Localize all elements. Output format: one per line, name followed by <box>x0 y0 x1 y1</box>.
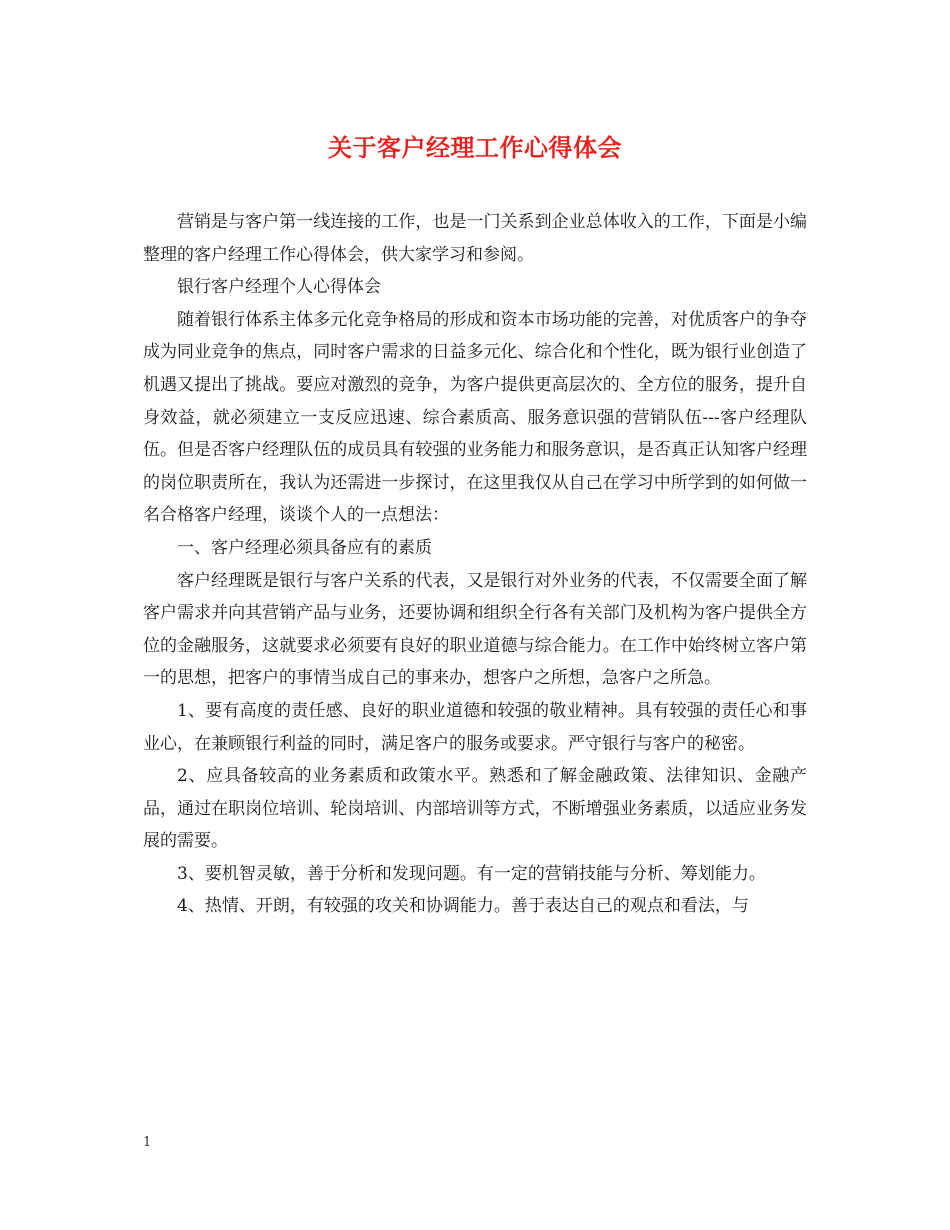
document-body <box>143 206 807 923</box>
list-item-3: 3、要机智灵敏，善于分析和发现问题。有一定的营销技能与分析、筹划能力。 <box>177 863 766 884</box>
section-heading-personal-experience: 银行客户经理个人心得体会 <box>177 277 381 298</box>
document-title: 关于客户经理工作心得体会 <box>328 133 622 162</box>
section-heading-qualities: 一、客户经理必须具备应有的素质 <box>177 537 432 558</box>
list-item-1: 1、要有高度的责任感、良好的职业道德和较强的敬业精神。具有较强的责任心和事业心，在兼顾银行利益的同时，满足客户的服务或要求。严守银行与客户的秘密。 <box>143 700 807 754</box>
list-item-2: 2、应具备较高的业务素质和政策水平。熟悉和了解金融政策、法律知识、金融产品，通过在职岗位培训、轮岗培训、内部培训等方式，不断增强业务素质，以适应业务发展的需要。 <box>143 766 807 852</box>
body-paragraph: 客户经理既是银行与客户关系的代表，又是银行对外业务的代表，不仅需要全面了解客户需求并向其营销产品与业务，还要协调和组织全行各有关部门及机构为客户提供全方位的金融服务，这就要求必须要有良好的职业道德与综合能力。在工作中始终树立客户第一的思想，把客户的事情当成自己的事来办，想客户之所想，急客户之所急。 <box>143 570 807 689</box>
intro-paragraph: 营销是与客户第一线连接的工作，也是一门关系到企业总体收入的工作，下面是小编整理的客户经理工作心得体会，供大家学习和参阅。 <box>143 212 807 265</box>
page-number: 1 <box>143 1135 152 1150</box>
list-item-4: 4、热情、开朗，有较强的攻关和协调能力。善于表达自己的观点和看法，与 <box>177 896 749 917</box>
body-paragraph: 随着银行体系主体多元化竞争格局的形成和资本市场功能的完善，对优质客户的争夺成为同业竞争的焦点，同时客户需求的日益多元化、综合化和个性化，既为银行业创造了机遇又提出了挑战。要应对激烈的竞争，为客户提供更高层次的、全方位的服务，提升自身效益，就必须建立一支反应迅速、综合素质高、服务意识强的营销队伍---客户经理队伍。但是否客户经理队伍的成员具有较强的业务能力和服务意识，是否真正认知客户经理的岗位职责所在，我认为还需进一步探讨，在这里我仅从自己在学习中所学到的如何做一名合格客户经理，谈谈个人的一点想法： <box>143 309 807 526</box>
